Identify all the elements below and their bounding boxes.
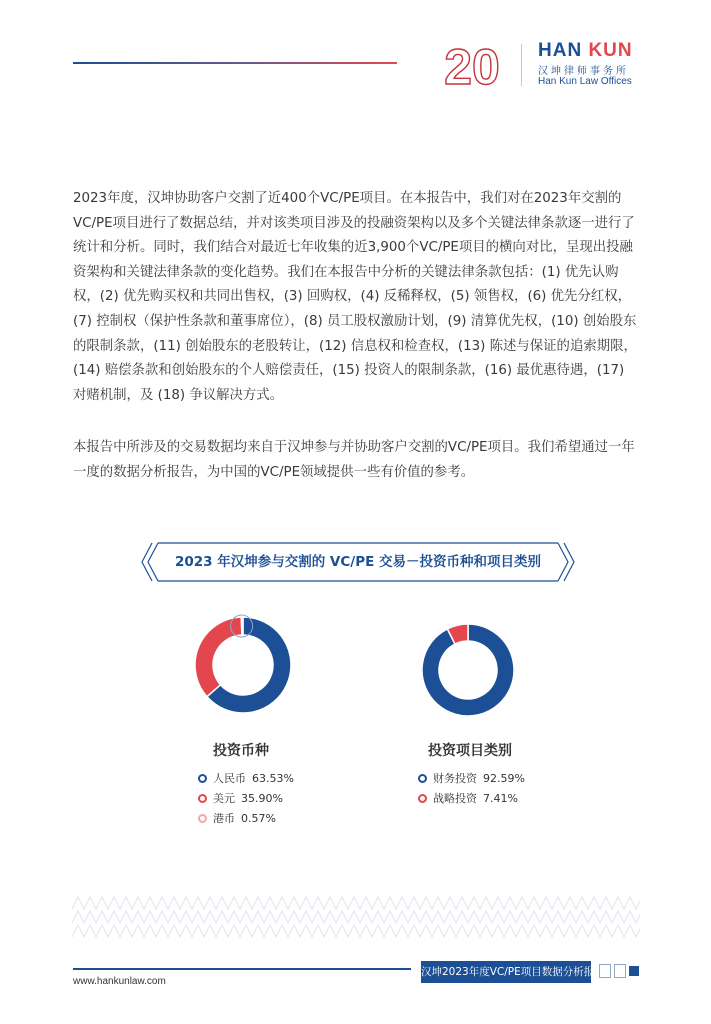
legend-label: 人民币 bbox=[213, 772, 246, 785]
legend-item-financial bbox=[418, 768, 525, 788]
legend-dot-hkd bbox=[198, 814, 207, 823]
legend-dot-strategic bbox=[418, 794, 427, 803]
banner-title: 2023 年汉坤参与交割的 VC/PE 交易－投资币种和项目类别 bbox=[174, 554, 542, 570]
currency-chart-title: 投资币种 bbox=[213, 743, 269, 759]
footer-report-title: 汉坤2023年度VC/PE项目数据分析报告 bbox=[421, 961, 591, 983]
brand-english-name: Han Kun Law Offices bbox=[538, 76, 632, 87]
legend-value: 0.57% bbox=[241, 811, 276, 825]
brand-chinese-name: 汉坤律师事务所 bbox=[538, 66, 629, 77]
currency-donut-chart bbox=[184, 606, 302, 724]
brand-name-part2: KUN bbox=[588, 40, 633, 61]
legend-label: 港币 bbox=[213, 812, 235, 825]
legend-value: 63.53% bbox=[252, 771, 294, 785]
header-rule bbox=[73, 62, 397, 64]
legend-dot-financial bbox=[418, 774, 427, 783]
legend-dot-usd bbox=[198, 794, 207, 803]
footer-website-link[interactable]: www.hankunlaw.com bbox=[73, 976, 166, 987]
brand-name bbox=[538, 40, 633, 62]
legend-item-usd bbox=[198, 788, 294, 808]
legend-item-hkd bbox=[198, 808, 294, 828]
brand-name-part1: HAN bbox=[538, 40, 583, 61]
legend-label: 财务投资 bbox=[433, 772, 477, 785]
footer-rule bbox=[73, 968, 411, 970]
project-type-donut-chart bbox=[412, 614, 524, 726]
legend-value: 35.90% bbox=[241, 791, 283, 805]
legend-item-strategic bbox=[418, 788, 525, 808]
anniversary-logo bbox=[444, 40, 500, 88]
logo-divider bbox=[521, 44, 522, 86]
project-type-legend bbox=[418, 768, 525, 808]
legend-value: 92.59% bbox=[483, 771, 525, 785]
legend-dot-rmb bbox=[198, 774, 207, 783]
zigzag-lines bbox=[72, 897, 640, 937]
donut-slice-2 bbox=[241, 617, 243, 635]
logo-mark-text: 20 bbox=[444, 40, 500, 88]
currency-legend bbox=[198, 768, 294, 828]
source-paragraph: 本报告中所涉及的交易数据均来自于汉坤参与并协助客户交割的VC/PE项目。我们希望通过一年一度的数据分析报告，为中国的VC/PE领域提供一些有价值的参考。 bbox=[73, 440, 635, 480]
project-type-chart-title: 投资项目类别 bbox=[428, 743, 512, 759]
legend-value: 7.41% bbox=[483, 791, 518, 805]
legend-item-rmb bbox=[198, 768, 294, 788]
legend-label: 战略投资 bbox=[433, 792, 477, 805]
footer-square-outline-2 bbox=[614, 964, 626, 978]
footer-square-outline-1 bbox=[599, 964, 611, 978]
intro-paragraph: 2023年度，汉坤协助客户交割了近400个VC/PE项目。在本报告中，我们对在2023年交割的VC/PE项目进行了数据总结，并对该类项目涉及的投融资架构以及多个关键法律条款逐一进行了统计和分析。同时，我们结合对最近七年收集的近3,900个VC/PE项目的横向对比，呈现出投融资架构和关键法律条款的变化趋势。我们在本报告中分析的关键法律条款包括：(1) 优先认购权，(2) 优先购买权和共同出售权，(3) 回购权，(4) 反稀释权，(5) 领售权，(6) 优先分红权，(7) 控制权（保护性条款和董事席位），(8) 员工股权激励计划，(9) 清算优先权，(10) 创始股东的限制条款，(11) 创始股东的老股转让，(12) 信息权和检查权，(13) 陈述与保证的追索期限，(14) 赔偿条款和创始股东的个人赔偿责任，(15) 投资人的限制条款，(16) 最优惠待遇，(17) 对赌机制，及 (18) 争议解决方式。 bbox=[73, 191, 637, 403]
footer-decorative-pattern bbox=[72, 893, 640, 939]
legend-label: 美元 bbox=[213, 792, 235, 805]
section-banner bbox=[140, 541, 576, 583]
donut-slice-1 bbox=[195, 617, 242, 697]
footer-square-filled bbox=[629, 966, 639, 976]
